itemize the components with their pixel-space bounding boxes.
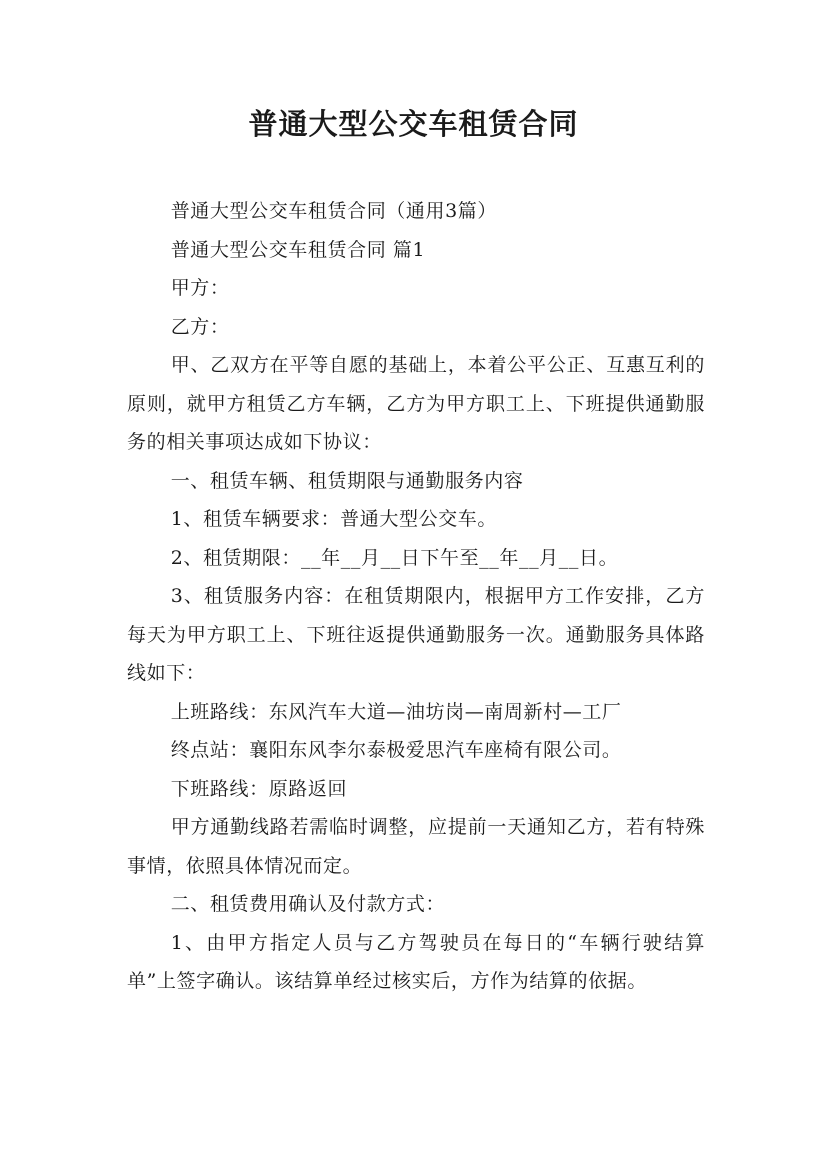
paragraph-clause-2-heading: 二、租赁费用确认及付款方式： [170,893,446,915]
paragraph-party-b: 乙方： [170,315,230,338]
paragraph-preamble: 甲、乙双方在平等自愿的基础上，本着公平公正、互惠互利的原则，就甲方租赁乙方车辆，乙方为甲方职工上、下班提供通勤服务的相关事项达成如下协议： [127,354,705,453]
paragraph-settlement: 1、由甲方指定人员与乙方驾驶员在每日的“车辆行驶结算单”上签字确认。该结算单经过核实后，方作为结算的依据。 [127,931,705,992]
paragraph-lease-term: 2、租赁期限：__年__月__日下午至__年__月__日。 [170,546,619,569]
document-body [127,192,705,1001]
paragraph-route-adjustment: 甲方通勤线路若需临时调整，应提前一天通知乙方，若有特殊事情，依照具体情况而定。 [127,816,705,877]
paragraph-vehicle-requirement: 1、租赁车辆要求：普通大型公交车。 [170,508,497,530]
paragraph-terminal: 终点站：襄阳东风李尔泰极爱思汽车座椅有限公司。 [170,739,622,761]
paragraph-service-content: 3、租赁服务内容：在租赁期限内，根据甲方工作安排，乙方每天为甲方职工上、下班往返提供通勤服务一次。通勤服务具体路线如下： [127,585,705,684]
document-title: 普通大型公交车租赁合同 [248,107,579,141]
paragraph-section-heading: 普通大型公交车租赁合同 篇1 [170,238,426,261]
paragraph-morning-route: 上班路线：东风汽车大道—油坊岗—南周新村—工厂 [170,700,622,723]
paragraph-evening-route: 下班路线：原路返回 [170,777,348,800]
paragraph-clause-1-heading: 一、租赁车辆、租赁期限与通勤服务内容 [170,469,524,492]
paragraph-party-a: 甲方： [170,277,230,299]
paragraph-subtitle: 普通大型公交车租赁合同（通用3篇） [170,200,497,222]
